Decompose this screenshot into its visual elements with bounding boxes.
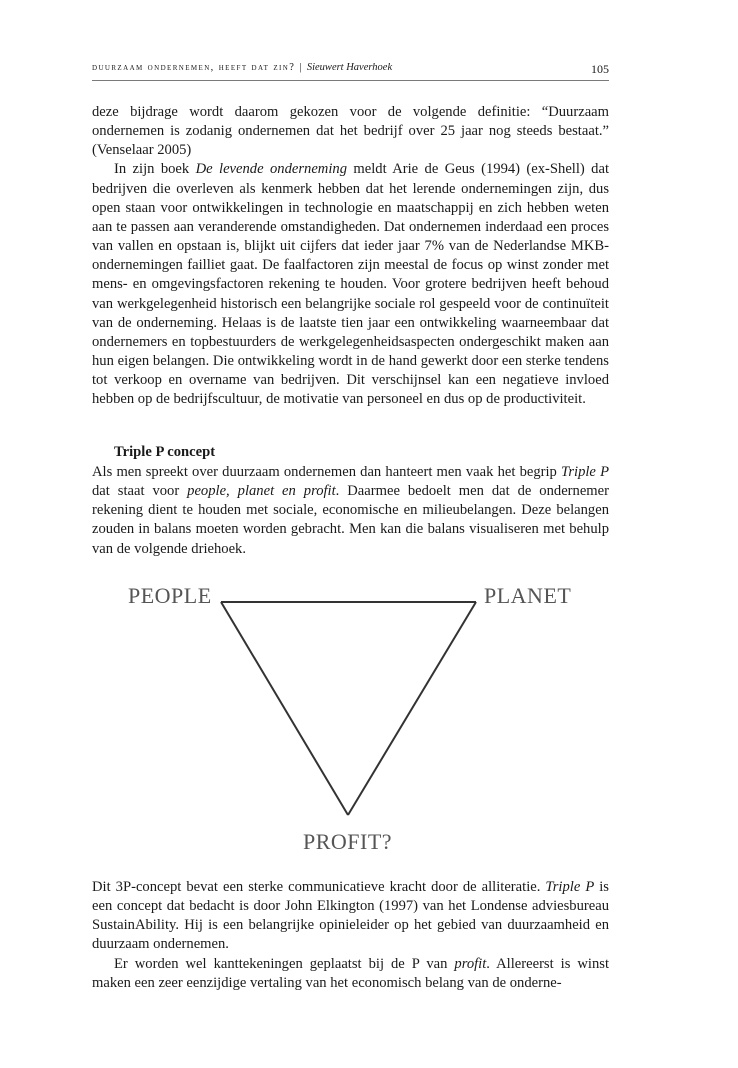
p3-italic-1: Triple P: [561, 464, 609, 480]
p4-text-a: Dit 3P-concept bevat een sterke communicatieve kracht door de alliteratie.: [92, 879, 546, 895]
paragraph-1: deze bijdrage wordt daarom gekozen voor de volgende definitie: “Duurzaam ondernemen is zodanig ondernemen dat het bedrijf over 25 jaar nog steeds bestaat.” (Venselaar 2005): [92, 104, 609, 159]
p3-text-c: . Daarmee bedoelt men dat de ondernemer rekening dient te houden met sociale, economische en milieubelangen. Deze belangen zouden in balans moeten worden gebracht. Men kan die balans visualiseren met behulp van de volgende driehoek.: [92, 483, 609, 557]
book-title: De levende onderneming: [195, 161, 347, 178]
paragraph-2: [92, 160, 609, 409]
running-header-title: [92, 62, 392, 73]
p5-italic-1: profit: [454, 955, 487, 972]
p3-italic-2: people, planet en profit: [187, 483, 336, 500]
label-profit: PROFIT?: [303, 829, 393, 854]
p2-text-a: In zijn boek: [114, 161, 196, 178]
page-number: 105: [591, 62, 609, 76]
p3-text-b: dat staat voor: [92, 483, 188, 500]
paragraph-3: [92, 463, 609, 559]
running-header: [92, 58, 609, 80]
triangle-outline: [221, 602, 476, 815]
triangle-right-edge: [348, 602, 476, 815]
p3-text-a: Als men spreekt over duurzaam ondernemen dan hanteert men vaak het begrip: [92, 464, 562, 480]
header-rule: [92, 80, 609, 81]
running-title: duurzaam ondernemen, heeft dat zin?: [92, 62, 296, 73]
label-planet: PLANET: [484, 583, 572, 608]
triple-p-diagram: [0, 570, 738, 860]
body-block-2: [92, 463, 609, 559]
p2-text-b: meldt Arie de Geus (1994) (ex-Shell) dat bedrijven die overleven als kenmerk hebben dat het lerende ondernemingen zijn, dus open staan voor ontwikkelingen in technologie en maatschappij en zich hebben weten aan te passen aan veranderende omstandigheden. Dat ondernemen inderdaad een proces van vallen en opstaan is, blijkt uit cijfers dat ieder jaar 7% van de Nederlandse MKB-ondernemingen failliet gaat. De faalfactoren zijn meestal de focus op winst zonder met mens- en omgevingsfactoren rekening te houden. Voor grotere bedrijven heeft behoud van werkgelegenheid historisch een belangrijke sociale rol gespeeld voor de continuïteit van de onderneming. Helaas is de laatste tien jaar een ontwikkeling waarneembaar dat ondernemers en topbestuurders de werkgelegenheidsaspecten ondergeschikt maken aan hun eigen belangen. Die ontwikkeling wordt in de hand gewerkt door een sterke tendens tot verkoop en overname van bedrijven. Dit verschijnsel kan een negatieve invloed hebben op de bedrijfscultuur, de motivatie van personeel en dus op de productiviteit.: [92, 161, 609, 408]
triangle-left-edge: [221, 602, 348, 815]
triangle-svg: [0, 570, 738, 860]
header-separator: |: [299, 62, 303, 73]
body-block-1: [92, 103, 609, 410]
p5-text-b: . Allereerst is winst maken een zeer eenzijdige vertaling van het economisch belang van de onderne-: [92, 955, 610, 991]
section-heading: Triple P concept: [114, 444, 216, 460]
label-people: PEOPLE: [128, 583, 212, 608]
header-author: Sieuwert Haverhoek: [306, 62, 393, 73]
p4-text-b: is een concept dat bedacht is door John Elkington (1997) van het Londense adviesbureau SustainAbility. Hij is een belangrijke opinieleider op het gebied van duurzaamheid en duurzaam ondernemen.: [92, 879, 609, 953]
paragraph-4: [92, 878, 609, 955]
body-block-3: [92, 878, 609, 993]
paragraph-5: [92, 955, 609, 993]
p4-italic-1: Triple P: [545, 879, 595, 895]
p5-text-a: Er worden wel kanttekeningen geplaatst bij de P van: [114, 955, 455, 972]
